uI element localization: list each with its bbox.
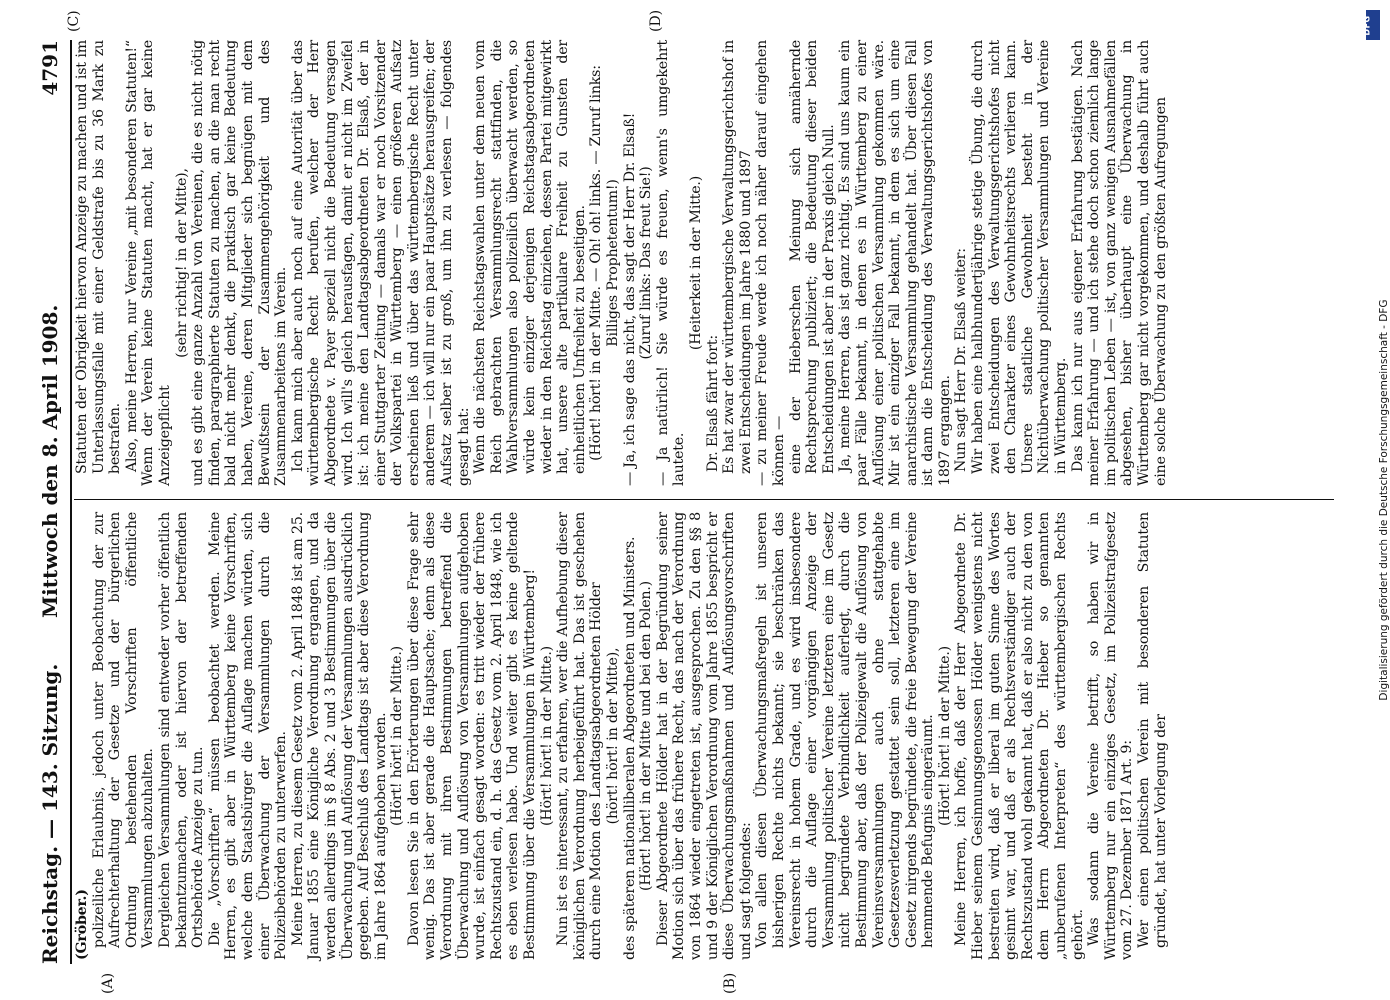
paragraph: Nun ist es interessant, zu erfahren, wer die Aufhebung dieser königlichen Verordnung herbeigeführt hat. Das ist geschehen durch eine Motion des Landtagsabgeordneten Hölder xyxy=(555,512,605,960)
paragraph: — zu meiner Freude werde ich noch näher darauf eingehen können — xyxy=(754,40,787,486)
paragraph: Dieser Abgeordnete Hölder hat in der Begründung seiner Motion sich über das frühere Recht, das nach der Verordnung von 1864 wieder eingetreten ist, ausgesprochen. Zu den §§ 8 und 9 der Königlichen Verordnung vom Jahre 1855 bespricht er diese Überwachungsmaßnahmen und Auflösungsvorschriften und sagt folgendes: xyxy=(654,512,754,960)
right-column xyxy=(74,40,1169,486)
interjection: (Hört! hört! in der Mitte.) xyxy=(936,646,953,826)
paragraph: Ich kann mich aber auch noch auf eine Autorität über das württembergische Recht berufen, welcher der Herr Abgeordnete v. Payer speziell nicht die Bedeutung versagen wird. Ich will's gleich herausfagen, damit er nicht im Zweifel ist: ich meine den Landtagsabgeordneten Dr. Elsaß, der in einer Stuttgarter Zeitung — damals war er noch Vorsitzender der Volkspartei in Württemberg — einen größeren Aufsatz erscheinen ließ und über das württembergische Recht unter anderem — ich will nur ein paar Hauptsätze herausgreifen; der Aufsatz selber ist zu groß, um ihn zu verlesen — folgendes gesagt hat: xyxy=(289,40,472,486)
page-number: 4791 xyxy=(38,40,62,96)
paragraph: Ja, meine Herren, das ist ganz richtig. Es sind uns kaum ein paar Fälle bekannt, in denen es in Württemberg zu einer Auflösung einer politischen Versammlung gekommen wäre. Mir ist ein einziger Fall bekannt, in dem es sich um eine anarchistische Versammlung gehandelt hat. Über diesen Fall ist dann die Entscheidung des Verwaltungsgerichtshofes von 1897 ergangen. xyxy=(837,40,953,486)
paragraph: Die „Vorschriften“ müssen beobachtet werden. Meine Herren, es gibt aber in Württemberg keine Vorschriften, welche dem Staatsbürger die Auflage machen würden, sich einer Überwachung der Versammlungen durch die Polizeibehörden zu unterwerfen. xyxy=(206,512,290,960)
column-divider xyxy=(74,499,1334,500)
quotation: eine der Hieberschen Meinung sich annähernde Rechtsprechung publiziert; die Bedeutung dieser beiden Entscheidungen ist aber in der Praxis gleich Null. xyxy=(787,40,837,474)
quotation: Statuten der Obrigkeit hiervon Anzeige zu machen und ist im Unterlassungsfalle mit einer Geldstrafe bis zu 36 Mark zu bestrafen. xyxy=(74,40,124,474)
quotation: Wir haben eine halbhundertjährige stetige Übung, die durch zwei Entscheidungen des Verwaltungsgerichtshofes nicht den Charakter eines Gewohnheitsrechts verlieren kann. Unsere staatliche Gewohnheit besteht in der Nichtüberwachung politischer Versammlungen und Vereine in Württemberg. xyxy=(970,40,1070,474)
left-column xyxy=(74,512,1169,960)
paragraph: Also, meine Herren, nur Vereine „mit besonderen Statuten!“ Wenn der Verein keine Statuten macht, hat er gar keine Anzeigepflicht xyxy=(123,40,173,486)
interjection: (Heiterkeit in der Mitte.) xyxy=(687,175,704,351)
paragraph: Das kann ich nur aus eigener Erfahrung bestätigen. Nach meiner Erfahrung — und ich stehe doch schon ziemlich lange im politischen Leben — ist, von ganz wenigen Ausnahmefällen abgesehen, bisher überhaupt eine Überwachung in Württemberg gar nicht vorgekommen, und deshalb führt auch eine solche Überwachung zu den größten Aufregungen xyxy=(1069,40,1169,486)
margin-marker-d: (D) xyxy=(648,9,664,32)
paragraph: und es gibt eine ganze Anzahl von Vereinen, die es nicht nötig finden, paragraphierte Statuten zu machen, an die man recht bald nicht mehr denkt, die praktisch gar keine Bedeutung haben, Vereine, deren Mitglieder sich begnügen mit dem Bewußtsein der Zusammengehörigkeit und des Zusammenarbeitens im Verein. xyxy=(190,40,290,486)
margin-marker-b: (B) xyxy=(722,972,738,994)
quotation: Wenn die nächsten Reichstagswahlen unter dem neuen vom Reich gebrachten Versammlungsrecht stattfinden, die Wahlversammlungen also polizeilich überwacht werden, so würde kein einziger derjenigen Reichstagsabgeordneten wieder in den Reichstag einziehen, dessen Partei mitgewirkt hat, unsere alte partikulare Freiheit zu Gunsten der einheitlichen Unfreiheit zu beseitigen. xyxy=(472,40,588,474)
interjection: (Hört! hört! in der Mitte.) xyxy=(389,646,406,826)
running-head-left: Reichstag. — 143. Sitzung. xyxy=(38,663,62,964)
header-rule xyxy=(70,40,72,964)
interjection: (Zuruf links: Das freut Sie!) xyxy=(638,166,655,360)
paragraph: Was sodann die Vereine betrifft, so haben wir in Württemberg nur ein einziges Gesetz, im Polizeistrafgesetz vom 27. Dezember 1871 Art. 9: xyxy=(1086,512,1136,960)
interjection: (sehr richtig! in der Mitte), xyxy=(173,168,190,358)
quotation: Wer einen politischen Verein mit besonderen Statuten gründet, hat unter Vorlegung der xyxy=(1136,512,1169,948)
paragraph: — Ja, ich sage das nicht, das sagt der Herr Dr. Elsaß! xyxy=(621,112,638,486)
paragraph: Davon lesen Sie in den Erörterungen über diese Frage sehr wenig. Das ist aber gerade die Hauptsache; denn als diese Verordnung mit ihren Bestimmungen betreffend die Überwachung und Auflösung von Versammlungen aufgehoben wurde, ist einfach gesagt worden: es tritt wieder der frühere Rechtszustand ein, d. h. das Gesetz vom 2. April 1848, wie ich es eben verlesen habe. Und weiter gibt es keine geltende Bestimmung über die Versammlungen in Württemberg! xyxy=(405,512,539,960)
interjection: (Hört! hört! in der Mitte und bei den Polen.) xyxy=(638,581,655,891)
margin-marker-c: (C) xyxy=(66,10,82,32)
paragraph: des späteren nationalliberalen Abgeordneten und Ministers. xyxy=(621,536,638,960)
interjection: (Hört! hört! in der Mitte. — Oh! oh! links. — Zuruf links: Billiges Prophetentum!) xyxy=(588,65,621,461)
interjection: (Hört! hört! in der Mitte.) xyxy=(538,646,555,826)
running-head-date: Mittwoch den 8. April 1908. xyxy=(38,304,62,618)
margin-marker-a: (A) xyxy=(100,972,116,994)
interjection: (hört! hört! in der Mitte), xyxy=(605,647,621,825)
paragraph: — Ja natürlich! Sie würde es freuen, wenn's umgekehrt lautete. xyxy=(654,40,688,486)
paragraph: Dergleichen Versammlungen sind entweder vorher öffentlich bekanntzumachen, oder ist hiervon der betreffenden Ortsbehörde Anzeige zu tun. xyxy=(156,512,207,948)
paragraph: Nun sagt Herr Dr. Elsaß weiter: xyxy=(953,248,970,472)
dfg-logo-text: DFG xyxy=(1362,15,1372,36)
credit-text: Digitalisierung gefördert durch die Deutsche Forschungsgemeinschaft - DFG xyxy=(1378,299,1390,701)
digitization-credit xyxy=(1364,10,1390,990)
quotation: Es hat zwar der württembergische Verwaltungsgerichtshof in zwei Entscheidungen im Jahre 1880 und 1897 xyxy=(721,40,754,474)
speaker-name: (Gröber.) xyxy=(74,889,90,960)
paragraph: Meine Herren, zu diesem Gesetz vom 2. April 1848 ist am 25. Januar 1855 eine Königliche Verordnung ergangen, und da werden allerdings im § 8 Abs. 2 und 3 Bestimmungen über die Überwachung und Auflösung der Versammlungen ausdrücklich gegeben. Auf Beschluß des Landtags ist aber diese Verordnung im Jahre 1864 aufgehoben worden. xyxy=(289,512,389,960)
quotation: Von allen diesen Überwachungsmaßregeln ist unseren bisherigen Rechte nichts bekannt; sie beschränken das Vereinsrecht in hohem Grade, und es wird insbesondere durch die Auflage einer vorgängigen Anzeige der Versammlung politischer Vereine letzteren eine im Gesetz nicht begründete Verbindlichkeit auferlegt, durch die Bestimmung aber, daß der Polizeigewalt die Auflösung von Vereinsversammlungen auch ohne stattgehabte Gesetzesverletzung gestattet sein soll, letzteren eine im Gesetz nirgends begründete, die freie Bewegung der Vereine hemmende Befugnis eingeräumt. xyxy=(754,512,937,948)
paragraph: polizeiliche Erlaubnis, jedoch unter Beobachtung der zur Aufrechterhaltung der Gesetze und der bürgerlichen Ordnung bestehenden Vorschriften öffentliche Versammlungen abzuhalten. xyxy=(90,512,157,948)
paragraph: Dr. Elsaß fährt fort: xyxy=(704,335,721,472)
paragraph: Meine Herren, ich hoffe, daß der Herr Abgeordnete Dr. Hieber seinem Gesinnungsgenossen Hölder wenigstens nicht bestreiten wird, daß er liberal im guten Sinne des Wortes gesinnt war, und daß er als Rechtsverständiger auch der Rechtszustand wohl gekannt hat, daß er also nicht zu den von dem Herrn Abgeordneten Dr. Hieber so genannten „unberufenen Interpreten“ des württembergischen Rechts gehört. xyxy=(953,512,1086,960)
